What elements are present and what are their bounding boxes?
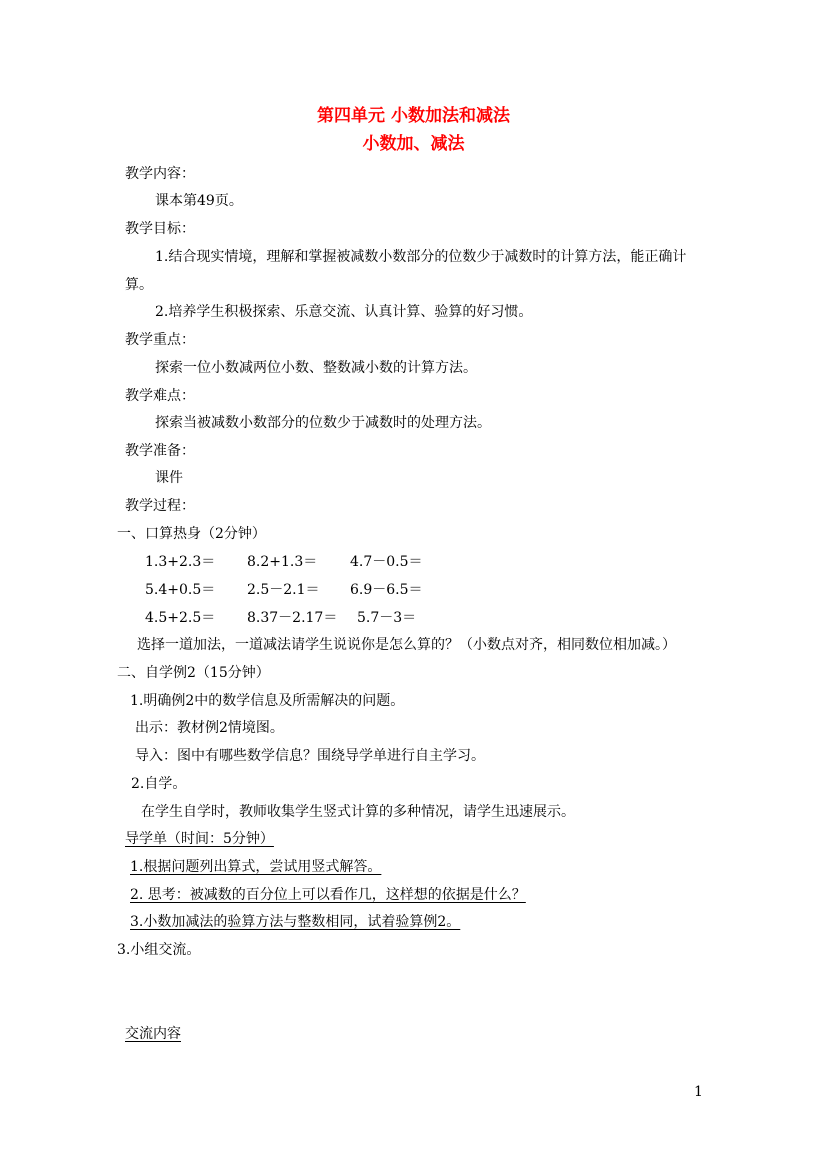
guide-sheet-heading: 导学单（时间：5分钟）: [125, 831, 274, 847]
section-2-heading: 二、自学例2（15分钟）: [117, 665, 270, 681]
exchange-heading: 交流内容: [125, 1026, 181, 1042]
math-problem: 5.7－3＝: [357, 610, 417, 626]
step-2: 2.自学。: [131, 776, 187, 792]
preparation-label: 教学准备：: [125, 443, 195, 459]
content-label: 教学内容：: [125, 166, 195, 182]
step-1: 1.明确例2中的数学信息及所需解决的问题。: [130, 693, 405, 709]
math-problem: 1.3+2.3＝: [145, 554, 216, 570]
math-problem: 2.5－2.1＝: [247, 582, 320, 598]
math-problem: 8.2+1.3＝: [247, 554, 318, 570]
math-problem: 5.4+0.5＝: [145, 582, 216, 598]
difficulty-text: 探索当被减数小数部分的位数少于减数时的处理方法。: [155, 415, 491, 431]
goal-2: 2.培养学生积极探索、乐意交流、认真计算、验算的好习惯。: [155, 304, 533, 320]
difficulty-label: 教学难点：: [125, 388, 195, 404]
section-1-heading: 一、口算热身（2分钟）: [117, 526, 266, 542]
content-text: 课本第49页。: [155, 193, 243, 209]
math-problem: 4.7－0.5＝: [350, 554, 423, 570]
intro-text: 导入：图中有哪些数学信息？围绕导学单进行自主学习。: [135, 748, 485, 764]
goal-1-line-2: 算。: [125, 277, 153, 293]
goals-label: 教学目标：: [125, 221, 195, 237]
guide-item-1: 1.根据问题列出算式，尝试用竖式解答。: [130, 859, 382, 875]
self-study-text: 在学生自学时，教师收集学生竖式计算的多种情况，请学生迅速展示。: [141, 804, 575, 820]
page-title: 第四单元 小数加法和减法: [317, 106, 510, 126]
show-text: 出示：教材例2情境图。: [135, 720, 284, 736]
guide-item-2: 2. 思考：被减数的百分位上可以看作几，这样想的依据是什么？: [130, 887, 526, 903]
goal-1-line-1: 1.结合现实情境，理解和掌握被减数小数部分的位数少于减数时的计算方法，能正确计: [155, 249, 687, 265]
key-points-text: 探索一位小数减两位小数、整数减小数的计算方法。: [155, 360, 477, 376]
process-label: 教学过程：: [125, 498, 195, 514]
math-problem: 8.37－2.17＝: [247, 610, 338, 626]
page-number: 1: [694, 1084, 703, 1100]
mental-math-note: 选择一道加法，一道减法请学生说说你是怎么算的？（小数点对齐，相同数位相加减。）: [137, 637, 676, 653]
guide-item-3: 3.小数加减法的验算方法与整数相同，试着验算例2。: [130, 914, 461, 930]
math-problem: 4.5+2.5＝: [145, 610, 216, 626]
math-problem: 6.9－6.5＝: [350, 582, 423, 598]
preparation-text: 课件: [155, 470, 183, 486]
key-points-label: 教学重点：: [125, 332, 195, 348]
page-subtitle: 小数加、减法: [362, 134, 465, 154]
step-3: 3.小组交流。: [117, 942, 201, 958]
